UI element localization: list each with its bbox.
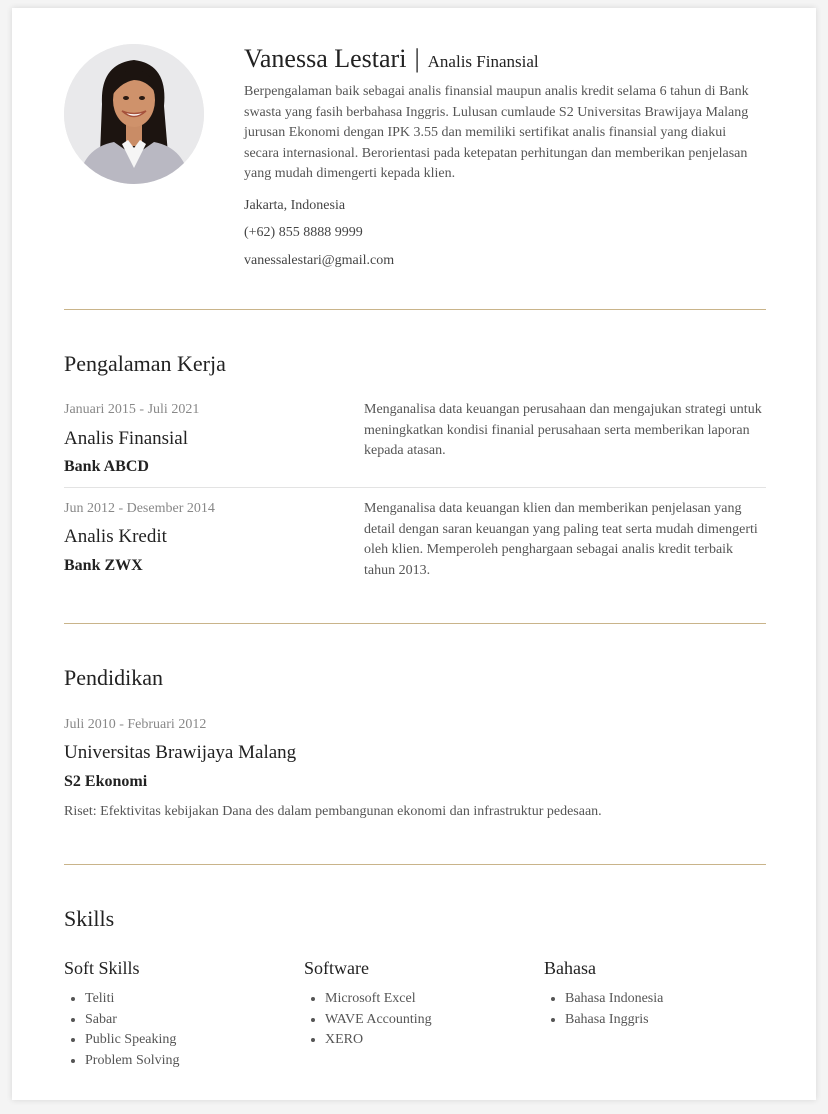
experience-heading: Pengalaman Kerja [64, 351, 226, 376]
job-date: Jun 2012 - Desember 2014 [64, 501, 215, 516]
school-name: Universitas Brawijaya Malang [64, 742, 297, 763]
job-position: Analis Finansial [64, 428, 189, 449]
job-date: Januari 2015 - Juli 2021 [64, 402, 200, 417]
skill-list [544, 989, 764, 1030]
skill-item: • Public Speaking [85, 1030, 284, 1051]
job-company: Bank ZWX [64, 557, 143, 574]
skill-item: • Bahasa Indonesia [565, 989, 764, 1010]
email-text: vanessalestari@gmail.com [244, 253, 395, 268]
resume-page [12, 8, 816, 1100]
name-separator: | [414, 44, 420, 73]
skill-item: • XERO [325, 1030, 524, 1051]
skill-group-title: Software [304, 958, 369, 978]
skill-item: • Microsoft Excel [325, 989, 524, 1010]
education-date: Juli 2010 - Februari 2012 [64, 717, 207, 732]
job-position: Analis Kredit [64, 526, 167, 547]
research-text: Riset: Efektivitas kebijakan Dana des dalam pembangunan ekonomi dan infrastruktur pedesaan. [64, 804, 602, 819]
section-divider [64, 623, 766, 624]
profile-photo-image [64, 44, 204, 184]
skill-group-title: Soft Skills [64, 958, 140, 978]
skill-group-soft [64, 958, 284, 1071]
skill-item: • Bahasa Inggris [565, 1010, 764, 1031]
section-divider [64, 864, 766, 865]
skill-item: • Teliti [85, 989, 284, 1010]
location-text: Jakarta, Indonesia [244, 198, 346, 213]
profile-summary: Berpengalaman baik sebagai analis finansial maupun analis kredit selama 6 tahun di Bank swasta yang fasih berbahasa Inggris. Lulusan cumlaude S2 Universitas Brawijaya Malang jurusan Ekonomi dengan IPK 3.55 dan memiliki sertifikat analis finansial yang diakui secara internasional. Berorientasi pada ketepatan perhitungan dan memberikan penjelasan yang mudah dimengerti kepada klien. [244, 84, 749, 181]
phone-text: (+62) 855 8888 9999 [244, 225, 363, 240]
section-divider [64, 309, 766, 310]
person-name: Vanessa Lestari [244, 44, 407, 73]
skill-group-software [304, 958, 524, 1051]
job-company: Bank ABCD [64, 458, 149, 475]
skill-group-title: Bahasa [544, 958, 596, 978]
job-description: Menganalisa data keuangan klien dan memberikan penjelasan yang detail dengan saran keuangan yang paling teat serta mudah dimengerti oleh klien. Memperoleh penghargaan sebagai analis kredit terbaik tahun 2013. [364, 501, 758, 578]
education-heading: Pendidikan [64, 665, 163, 690]
skill-list [64, 989, 284, 1071]
skill-item: • WAVE Accounting [325, 1010, 524, 1031]
profile-photo [64, 44, 204, 184]
skill-group-language [544, 958, 764, 1030]
skill-item: • Sabar [85, 1010, 284, 1031]
skills-heading: Skills [64, 906, 115, 931]
degree-name: S2 Ekonomi [64, 773, 148, 790]
skill-item: • Problem Solving [85, 1051, 284, 1072]
job-role: Analis Finansial [427, 52, 539, 71]
item-divider [64, 487, 766, 488]
name-line [244, 44, 539, 74]
skill-list [304, 989, 524, 1051]
job-description: Menganalisa data keuangan perusahaan dan mengajukan strategi untuk meningkatkan kondisi finanial perusahaan serta memberikan laporan kepada atasan. [364, 402, 762, 458]
